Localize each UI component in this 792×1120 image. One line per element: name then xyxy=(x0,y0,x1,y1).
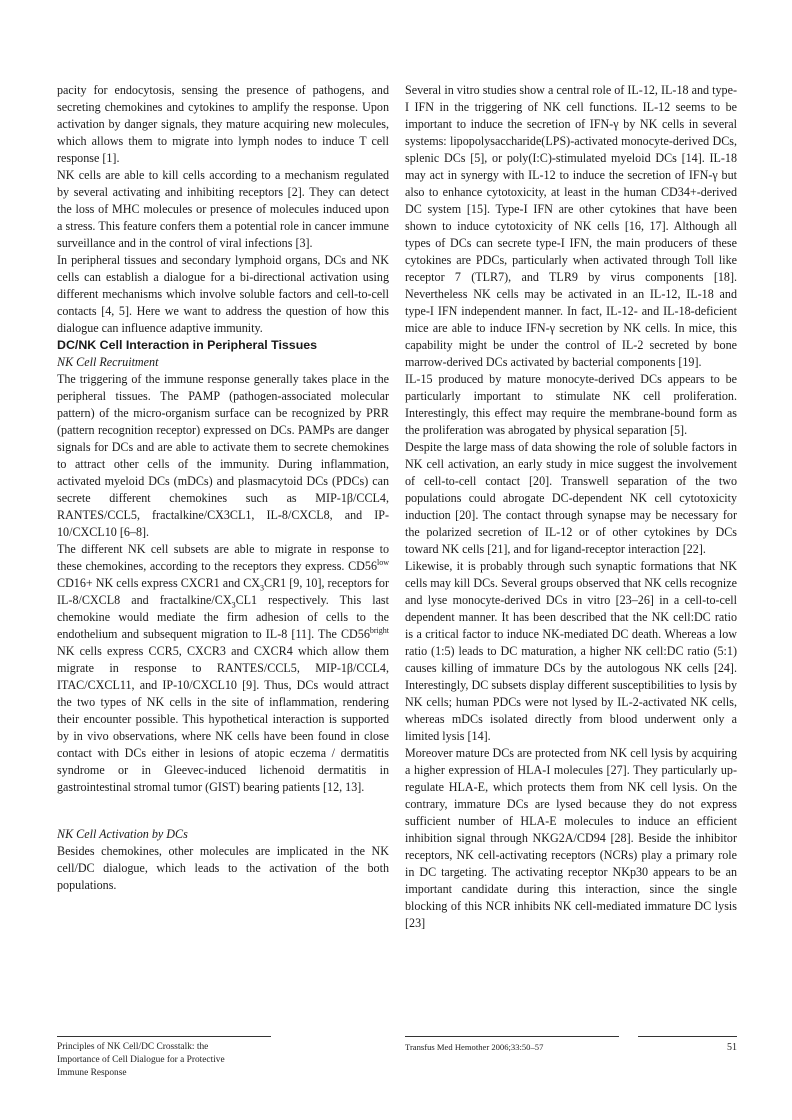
text-run: CL1 respectively. This last chemokine would mediate the firm adhesion of cells to the endothelium and subsequent migration to IL-8 [11]. The CD56 xyxy=(57,593,389,641)
footer-rule-left xyxy=(57,1036,271,1037)
text-run: The different NK cell subsets are able to migrate in response to these chemokines, according to the receptors they express. CD56 xyxy=(57,542,389,573)
paragraph: Moreover mature DCs are protected from NK cell lysis by acquiring a higher expression of HLA-I molecules [27]. They particularly up-regulate HLA-E, which protects them from NK cell lysis. On the contrary, immature DCs are lysed because they do not express sufficient number of HLA-E molecules to induce an efficient inhibition signal through NKG2A/CD94 [28]. Beside the inhibitor receptors, NK cell-activating receptors (NCRs) play a primary role in DC targeting. The activating receptor NKp30 appears to be an important candidate during this interaction, since the single blocking of this NCR inhibits NK cell-mediated immature DC lysis [23] xyxy=(405,746,737,930)
footer-title-line: Immune Response xyxy=(57,1068,127,1078)
footer-article-title xyxy=(57,1041,297,1080)
paragraph: Despite the large mass of data showing the role of soluble factors in NK cell activation, an early study in mice suggest the involvement of cell-to-cell contact [20]. Transwell separation of the two populations could abrogate DC-dependent NK cell cytotoxicity induction [20]. The contact through synapse may be necessary for the polarized secretion of IL-12 or of other cytokines by DCs toward NK cells [21], and for ligand-receptor interaction [22]. xyxy=(405,440,737,556)
subscript: 3 xyxy=(260,583,265,593)
subscript: 3 xyxy=(231,600,236,610)
paragraph: Besides chemokines, other molecules are implicated in the NK cell/DC dialogue, which leads to the activation of the both populations. xyxy=(57,844,389,892)
section-heading: DC/NK Cell Interaction in Peripheral Tissues xyxy=(57,338,318,352)
subheading-nk-cell-activation: NK Cell Activation by DCs xyxy=(57,827,188,841)
paragraph: The triggering of the immune response generally takes place in the peripheral tissues. The PAMP (pathogen-associated molecular pattern) of the micro-organism surface can be recognized by PRR (pattern recognition receptor) expressed on DCs. PAMPs are danger signals for DCs and are able to activate them to secrete chemokines to attract other cells of the immunity. During inflammation, activated myeloid DCs (mDCs) and plasmacytoid DCs (PDCs) can secrete different chemokines such as MIP-1β/CCL4, RANTES/CCL5, fractalkine/CX3CL1, IL-8/CXCL8, and IP-10/CXCL10 [6–8]. xyxy=(57,372,389,539)
paragraph: NK cells are able to kill cells according to a mechanism regulated by several activating and inhibiting receptors [2]. They can detect the loss of MHC molecules or presence of molecules induced upon a stress. This feature confers them a potential role in cancer immune surveillance and in the control of viral infections [3]. xyxy=(57,168,389,250)
paragraph: Likewise, it is probably through such synaptic formations that NK cells may kill DCs. Several groups observed that NK cells recognize and lyse monocyte-derived DCs in vitro [23–26] in a cell-to-cell dependent manner. It has been described that the NK cell:DC ratio is a critical factor to induce NK-mediated DC death. Whereas a low ratio (1:5) leads to DC maturation, a higher NK cell:DC ratio (5:1) causes killing of immature DCs by the autologous NK cells [24]. Interestingly, DC subsets display different susceptibilities to lysis by NK cells; human PDCs were not lysed by IL-2-activated NK cells, whereas mDCs isolated directly from blood underwent only a limited lysis [14]. xyxy=(405,559,737,743)
paragraph: IL-15 produced by mature monocyte-derived DCs appears to be particularly important to stimulate NK cell proliferation. Interestingly, this effect may require the membrane-bound form as the proliferation was abrogated by physical separation [5]. xyxy=(405,372,737,437)
subheading-nk-cell-recruitment: NK Cell Recruitment xyxy=(57,355,159,369)
footer-rule-center xyxy=(405,1036,619,1037)
superscript: low xyxy=(377,557,389,567)
left-column xyxy=(57,82,389,894)
paragraph: pacity for endocytosis, sensing the presence of pathogens, and secreting chemokines and cytokines to amplify the response. Upon activation by danger signals, they mature acquiring new molecules, which allows them to migrate into lymph nodes to induce T cell response [1]. xyxy=(57,83,389,165)
page-number: 51 xyxy=(727,1042,737,1053)
text-run: NK cells express CCR5, CXCR3 and CXCR4 which allow them migrate in response to RANTES/CCL5, MIP-1β/CCL4, ITAC/CXCL11, and IP-10/CXCL10 [9]. Thus, DCs would attract the two types of NK cells in the site of inflammation, rendering their encounter possible. This hypothetical interaction is supported by in vivo observations, where NK cells have been found in close contact with DCs either in lesions of atopic eczema / dermatitis syndrome or in Gleevec-induced lichenoid dermatitis in gastrointestinal stromal tumor (GIST) bearing patients [12, 13]. xyxy=(57,644,389,794)
text-run: CD16+ NK cells express CXCR1 and CX xyxy=(57,576,261,590)
footer-title-line: Importance of Cell Dialogue for a Protective xyxy=(57,1055,225,1065)
paragraph-chemokine-receptors xyxy=(57,541,389,796)
text-run: CR1 [9, 10], receptors for IL-8/CXCL8 and fractalkine/CX xyxy=(57,576,390,607)
right-column xyxy=(405,82,737,932)
footer-title-line: Principles of NK Cell/DC Crosstalk: the xyxy=(57,1042,209,1052)
paragraph: Several in vitro studies show a central role of IL-12, IL-18 and type-I IFN in the triggering of NK cell functions. IL-12 seems to be important to induce the secretion of IFN-γ by NK cells in several systems: lipopolysaccharide(LPS)-activated monocyte-derived DCs, splenic DCs [5], or poly(I:C)-stimulated myeloid DCs [14]. IL-18 may act in synergy with IL-12 to induce the secretion of IFN-γ but also to enhance cytotoxicity, at least in the human CD34+-derived DC system [15]. Type-I IFN are other cytokines that have been shown to induce cytotoxicity of NK cells [16, 17]. Although all types of DCs can secrete type-I IFN, the main producers of these cytokines are PDCs, particularly when activated through Toll like receptor 7 (TLR7), and TLR9 by virus components [18]. Nevertheless NK cells may be activated in an IL-12, IL-18 and type-I IFN independent manner. In fact, IL-12- and IL-18-deficient mice are able to induce IFN-γ secretion by NK cells. In mice, this capability might be under the control of IL-2 secreted by bone marrow-derived DCs activated by bacterial components [19]. xyxy=(405,83,737,369)
footer-rule-right xyxy=(638,1036,737,1037)
footer-journal-citation: Transfus Med Hemother 2006;33:50–57 xyxy=(405,1042,544,1052)
superscript: bright xyxy=(369,625,389,635)
paragraph: In peripheral tissues and secondary lymphoid organs, DCs and NK cells can establish a dialogue for a bi-directional activation using different mechanisms which involve soluble factors and cell-to-cell contacts [4, 5]. Here we want to address the question of how this dialogue can influence adaptive immunity. xyxy=(57,253,389,335)
